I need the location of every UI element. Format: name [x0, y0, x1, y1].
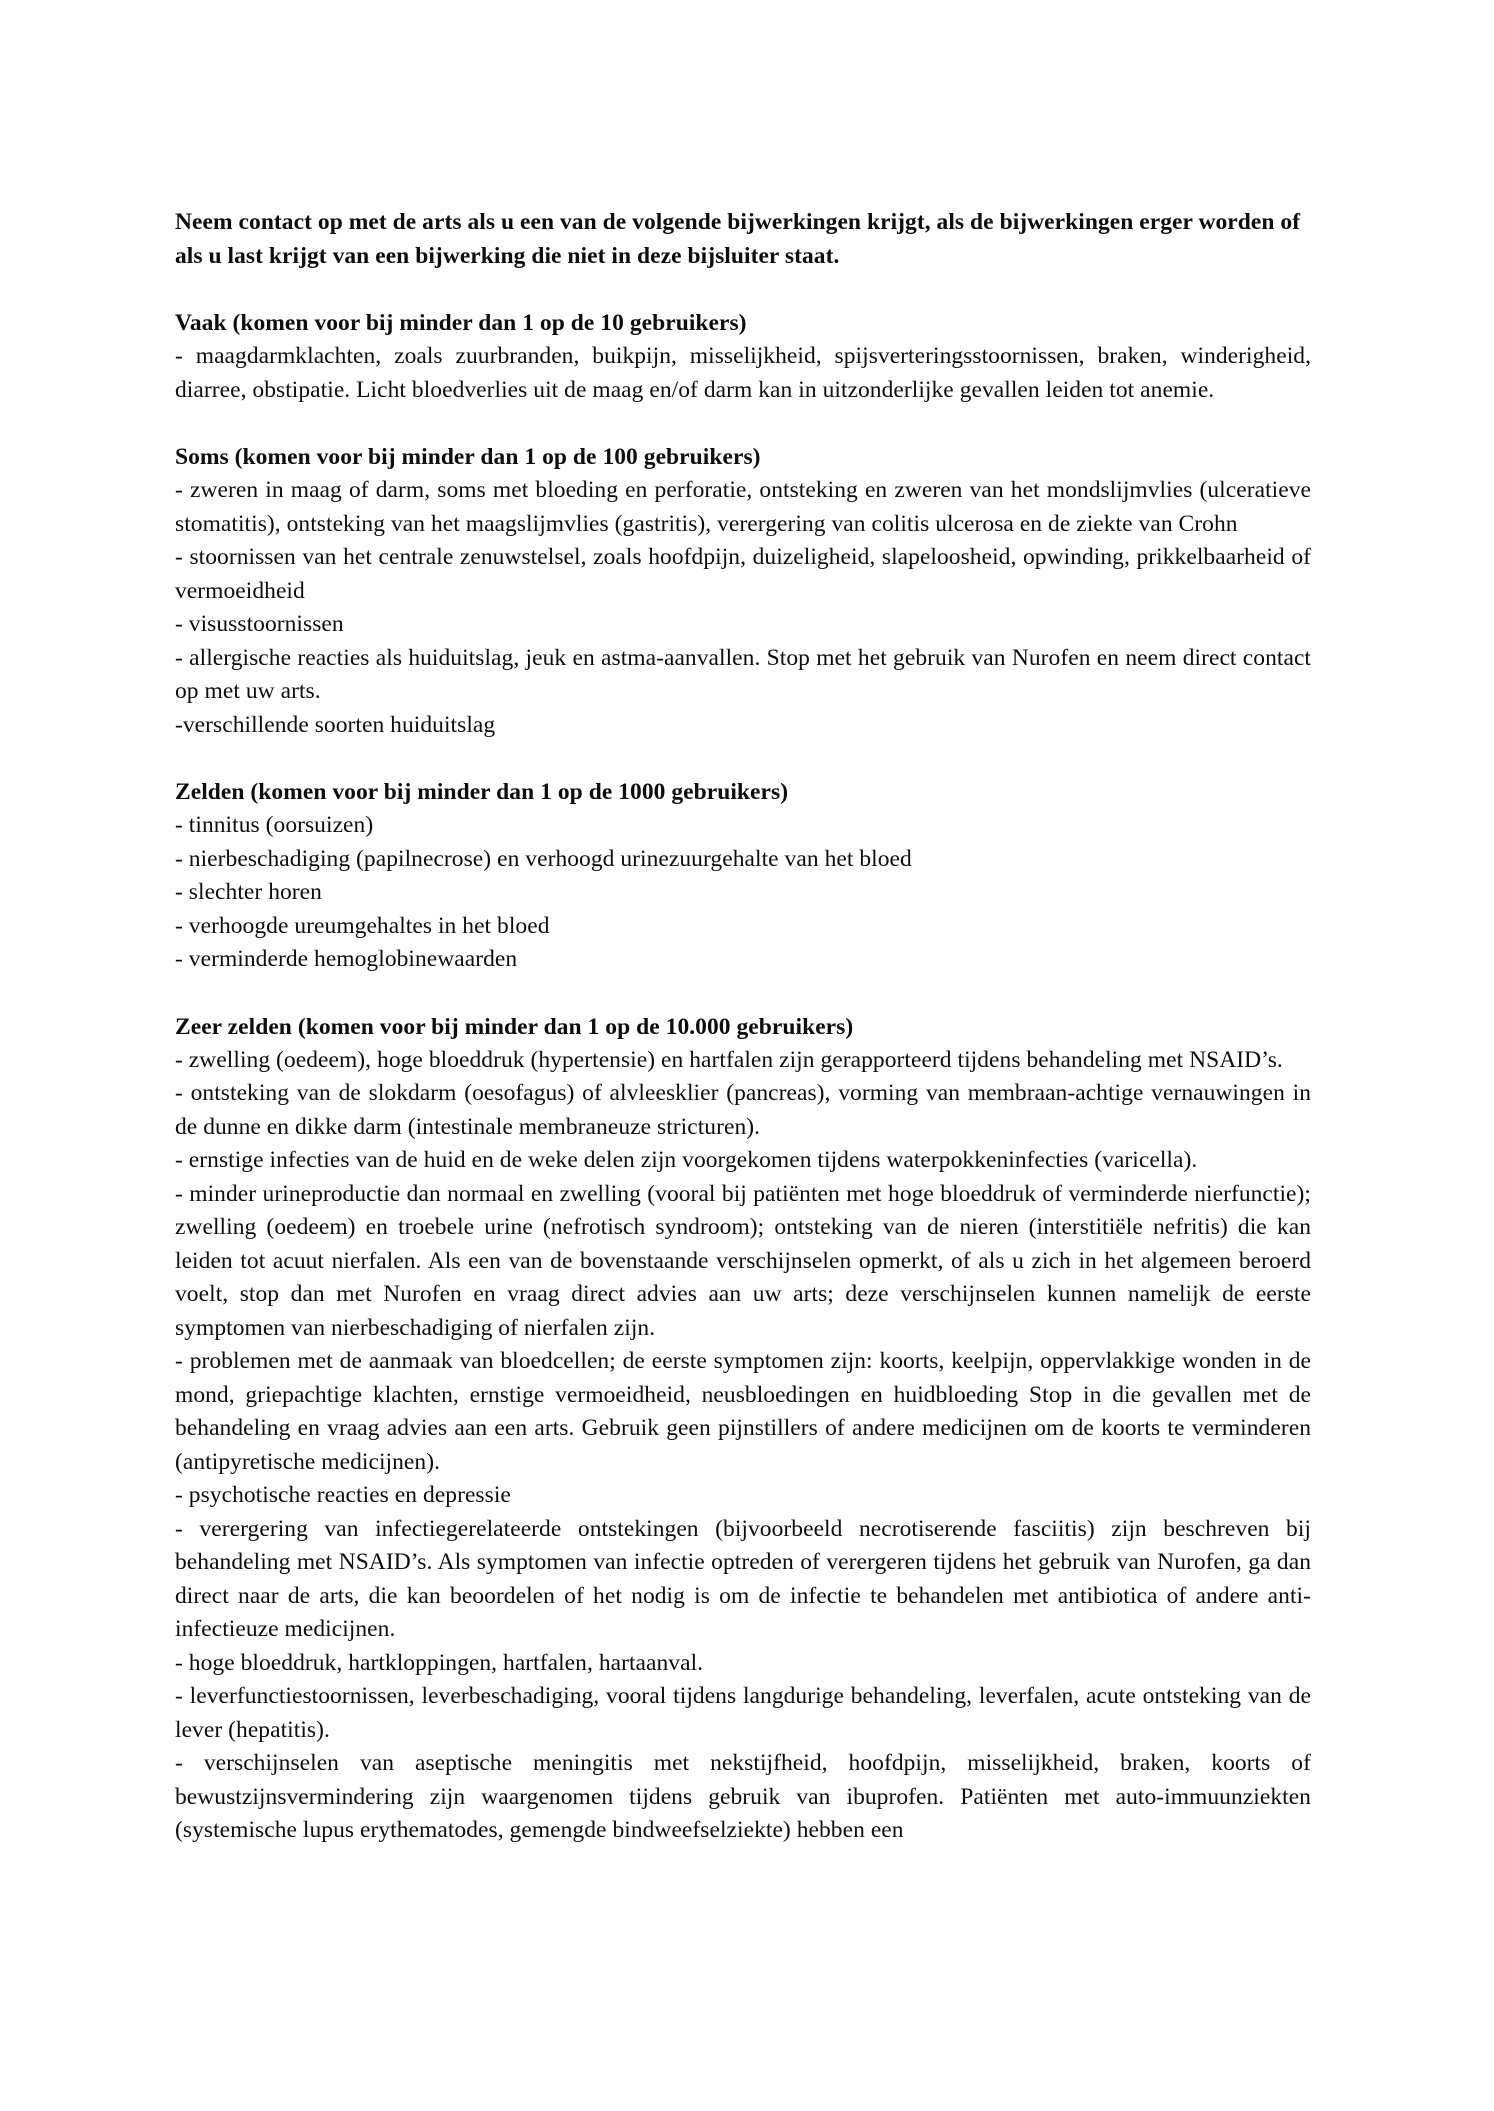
- section-item: - maagdarmklachten, zoals zuurbranden, buikpijn, misselijkheid, spijsverteringsstoornissen, braken, winderigheid, diarree, obstipatie. Licht bloedverlies uit de maag en/of darm kan in uitzonderlijke gevallen leiden tot anemie.: [175, 343, 1311, 403]
- section-item: - minder urineproductie dan normaal en zwelling (vooral bij patiënten met hoge bloeddruk of verminderde nierfunctie); zwelling (oedeem) en troebele urine (nefrotisch syndroom); ontsteking van de nieren (interstitiële nefritis) die kan leiden tot acuut nierfalen. Als een van de bovenstaande verschijnselen opmerkt, of als u zich in het algemeen beroerd voelt, stop dan met Nurofen en vraag direct advies aan uw arts; deze verschijnselen kunnen namelijk de eerste symptomen van nierbeschadiging of nierfalen zijn.: [175, 1180, 1311, 1341]
- section-heading: Zeer zelden (komen voor bij minder dan 1 op de 10.000 gebruikers): [175, 1013, 854, 1040]
- section-item: - slechter horen: [175, 879, 322, 905]
- section-zeer-zelden: [175, 1011, 1311, 1848]
- section-heading: Zelden (komen voor bij minder dan 1 op de 1000 gebruikers): [175, 779, 789, 805]
- section-item: - ernstige infecties van de huid en de weke delen zijn voorgekomen tijdens waterpokkeninfecties (varicella).: [175, 1147, 1198, 1173]
- section-heading: Vaak (komen voor bij minder dan 1 op de 10 gebruikers): [175, 310, 747, 336]
- intro-paragraph: Neem contact op met de arts als u een van de volgende bijwerkingen krijgt, als de bijwerkingen erger worden of als u last krijgt van een bijwerking die niet in deze bijsluiter staat.: [175, 209, 1301, 269]
- section-item: - problemen met de aanmaak van bloedcellen; de eerste symptomen zijn: koorts, keelpijn, oppervlakkige wonden in de mond, griepachtige klachten, ernstige vermoeidheid, neusbloedingen en huidbloeding Stop in die gevallen met de behandeling en vraag advies aan een arts. Gebruik geen pijnstillers of andere medicijnen om de koorts te verminderen (antipyretische medicijnen).: [175, 1348, 1311, 1475]
- section-item: - verminderde hemoglobinewaarden: [175, 946, 518, 972]
- section-item: - verschijnselen van aseptische meningitis met nekstijfheid, hoofdpijn, misselijkheid, braken, koorts of bewustzijnsvermindering zijn waargenomen tijdens gebruik van ibuprofen. Patiënten met auto-immuunziekten (systemische lupus erythematodes, gemengde bindweefselziekte) hebben een: [175, 1750, 1311, 1843]
- section-heading: Soms (komen voor bij minder dan 1 op de 100 gebruikers): [175, 444, 761, 470]
- section-item: - verhoogde ureumgehaltes in het bloed: [175, 912, 550, 939]
- document-text-column: [175, 205, 1311, 1848]
- section-item: - hoge bloeddruk, hartkloppingen, hartfalen, hartaanval.: [175, 1649, 704, 1676]
- section-item: - ontsteking van de slokdarm (oesofagus) of alvleesklier (pancreas), vorming van membraan-achtige vernauwingen in de dunne en dikke darm (intestinale membraneuze stricturen).: [175, 1080, 1311, 1140]
- section-item: - tinnitus (oorsuizen): [175, 812, 374, 838]
- section-zelden: [175, 776, 1311, 977]
- section-item: - stoornissen van het centrale zenuwstelsel, zoals hoofdpijn, duizeligheid, slapeloosheid, opwinding, prikkelbaarheid of vermoeidheid: [175, 544, 1311, 604]
- section-item: - verergering van infectiegerelateerde ontstekingen (bijvoorbeeld necrotiserende fasciitis) zijn beschreven bij behandeling met NSAID’s. Als symptomen van infectie optreden of verergeren tijdens het gebruik van Nurofen, ga dan direct naar de arts, die kan beoordelen of het nodig is om de infectie te behandelen met antibiotica of andere anti-infectieuze medicijnen.: [175, 1515, 1311, 1642]
- section-item: - nierbeschadiging (papilnecrose) en verhoogd urinezuurgehalte van het bloed: [175, 845, 912, 872]
- section-item: - visusstoornissen: [175, 611, 344, 637]
- section-item: - zweren in maag of darm, soms met bloeding en perforatie, ontsteking en zweren van het mondslijmvlies (ulceratieve stomatitis), ontsteking van het maagslijmvlies (gastritis), verergering van colitis ulcerosa en de ziekte van Crohn: [175, 477, 1311, 537]
- section-soms: [175, 441, 1311, 742]
- section-item: -verschillende soorten huiduitslag: [175, 711, 496, 738]
- section-item: - leverfunctiestoornissen, leverbeschadiging, vooral tijdens langdurige behandeling, leverfalen, acute ontsteking van de lever (hepatitis).: [175, 1683, 1311, 1743]
- section-vaak: [175, 307, 1311, 407]
- section-item: - zwelling (oedeem), hoge bloeddruk (hypertensie) en hartfalen zijn gerapporteerd tijdens behandeling met NSAID’s.: [175, 1046, 1283, 1073]
- section-item: - allergische reacties als huiduitslag, jeuk en astma-aanvallen. Stop met het gebruik van Nurofen en neem direct contact op met uw arts.: [175, 644, 1311, 704]
- section-item: - psychotische reacties en depressie: [175, 1482, 511, 1508]
